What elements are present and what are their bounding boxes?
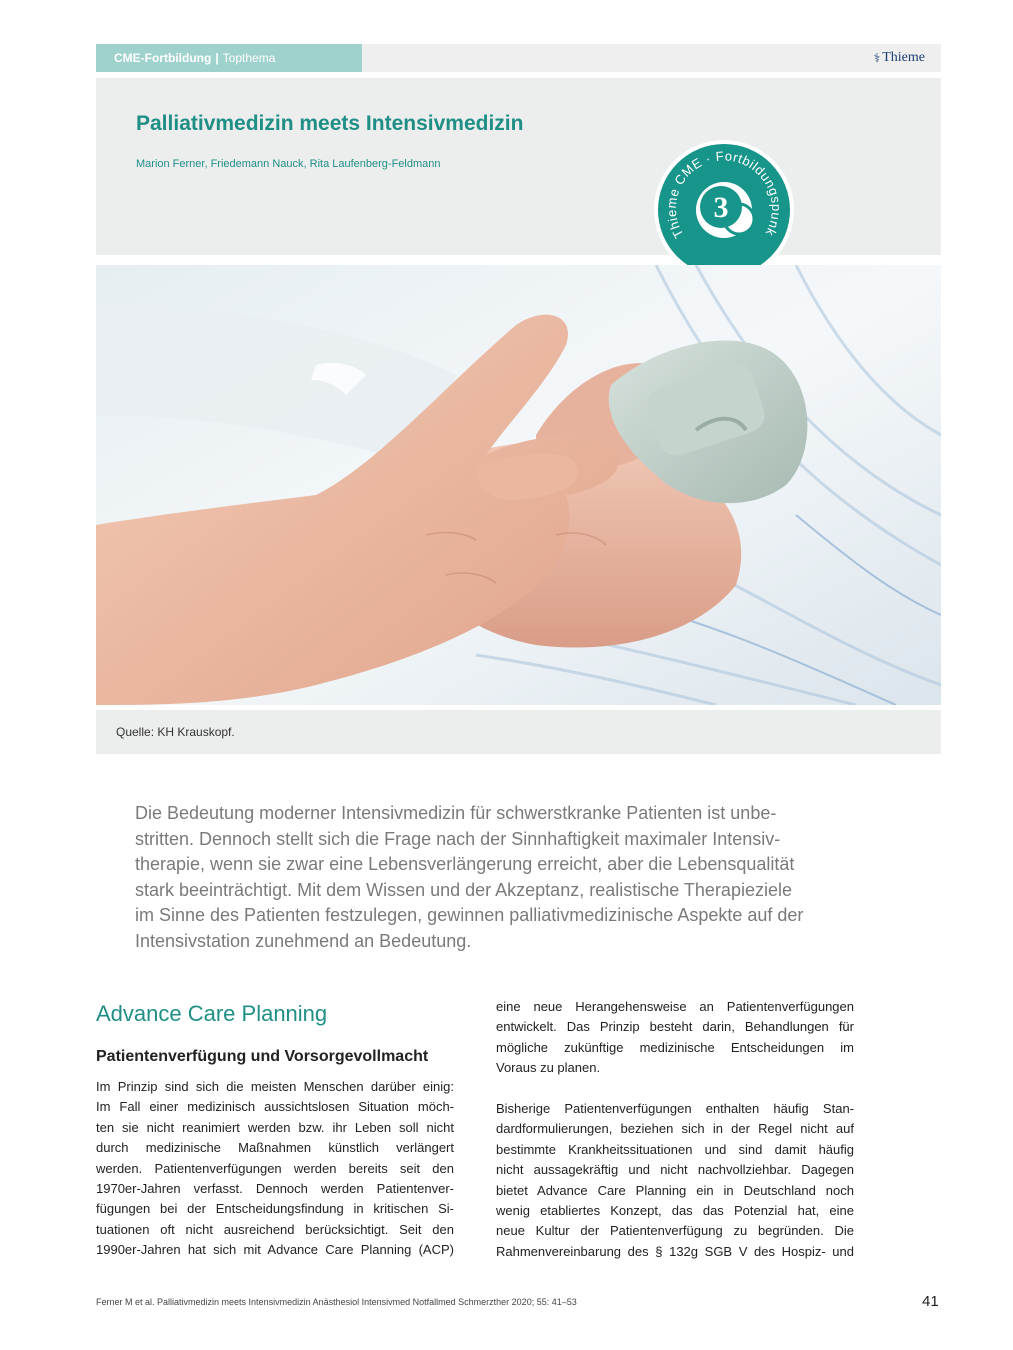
body-line: dardformulierungen, beziehen sich in der Regel nicht auf [496, 1121, 854, 1137]
publisher-logo [874, 44, 925, 72]
body-line: tuationen oft nicht ausreichend berücksichtigt. Seit den [96, 1221, 454, 1237]
figure-caption: Quelle: KH Krauskopf. [96, 710, 941, 754]
body-line: entwickelt. Das Prinzip besteht darin, Behandlungen für [496, 1019, 854, 1035]
body-line: Im Prinzip sind sich die meisten Menschen darüber einig: [96, 1079, 454, 1094]
abstract-line: stritten. Dennoch stellt sich die Frage nach der Sinnhaftigkeit maximaler Intensiv- [135, 828, 781, 849]
abstract-line: stark beeinträchtigt. Mit dem Wissen und der Akzeptanz, realistische Therapieziele [135, 879, 792, 900]
hands-photo [96, 265, 941, 705]
body-line: werden. Patientenverfügungen werden bereits seit den [96, 1160, 454, 1176]
body-column-right-paragraph-1 [496, 997, 854, 1079]
body-line: neue Kultur der Patientenverfügung zu begründen. Die [496, 1223, 854, 1239]
body-line: wenig etabliertes Konzept, das das Potenzial hat, eine [496, 1202, 854, 1218]
badge-arc-text: Thieme CME · Fortbildungspunk [663, 148, 785, 241]
body-line: mögliche zukünftige medizinische Entscheidungen im [496, 1039, 854, 1055]
body-line: Rahmenvereinbarung des § 132g SGB V des Hospiz- und [496, 1243, 854, 1259]
hero-image [96, 265, 941, 705]
abstract-line: Intensivstation zunehmend an Bedeutung. [135, 930, 472, 951]
body-line: eine neue Herangehensweise an Patientenverfügungen [496, 999, 854, 1014]
section-label: CME-Fortbildung [114, 51, 212, 65]
body-line: Voraus zu planen. [496, 1060, 601, 1076]
abstract-line: Die Bedeutung moderner Intensivmedizin für schwerstkranke Patienten ist unbe- [135, 803, 777, 823]
page-number: 41 [922, 1293, 939, 1310]
body-line: Bisherige Patientenverfügungen enthalten häufig Stan- [496, 1101, 854, 1116]
topic-label: Topthema [222, 51, 276, 65]
abstract-line: im Sinne des Patienten festzulegen, gewinnen palliativmedizinische Aspekte auf der [135, 905, 804, 925]
separator: | [215, 51, 219, 65]
subsection-heading: Patientenverfügung und Vorsorgevollmacht [96, 1048, 429, 1065]
body-column-right-paragraph-2 [496, 1099, 854, 1262]
body-column-left [96, 1077, 454, 1261]
section-tag [96, 44, 362, 72]
body-line: durch medizinische Maßnahmen künstlich verlängert [96, 1140, 454, 1156]
body-line: bestimmte Krankheitssituationen und sind damit häufig [496, 1141, 854, 1157]
section-heading: Advance Care Planning [96, 1001, 328, 1026]
header-bar [96, 44, 941, 72]
body-line: 1970er-Jahren verfasst. Dennoch werden Patientenver- [96, 1180, 454, 1196]
body-line: nicht aussagekräftig und nicht nachvollziehbar. Dagegen [496, 1162, 854, 1178]
badge-points: 3 [713, 191, 729, 224]
abstract-line: therapie, wenn sie zwar eine Lebensverlängerung erreicht, aber die Lebensqualität [135, 854, 795, 874]
body-line: 1990er-Jahren hat sich mit Advance Care Planning (ACP) [96, 1242, 454, 1258]
footer-citation: Ferner M et al. Palliativmedizin meets Intensivmedizin Anästhesiol Intensivmed Notfallmed Schmerzther 2020; 55: 41–53 [96, 1297, 577, 1307]
body-line: Im Fall einer medizinisch aussichtslosen Situation möch- [96, 1099, 454, 1115]
body-line: fügungen bei der Entscheidungsfindung in kritischen Si- [96, 1201, 454, 1217]
publisher-name: Thieme [882, 50, 925, 65]
abstract [135, 801, 825, 954]
cme-badge-graphic [651, 137, 797, 283]
cme-points-badge [651, 137, 797, 283]
thieme-logo-icon: ⚕ [873, 51, 881, 65]
title-panel [96, 78, 941, 255]
article-authors: Marion Ferner, Friedemann Nauck, Rita Laufenberg-Feldmann [136, 158, 441, 170]
article-title: Palliativmedizin meets Intensivmedizin [136, 112, 524, 135]
body-line: bietet Advance Care Planning ein in Deutschland noch [496, 1182, 854, 1198]
body-line: ten sie nicht reanimiert werden bzw. ihr Leben soll nicht [96, 1119, 454, 1135]
